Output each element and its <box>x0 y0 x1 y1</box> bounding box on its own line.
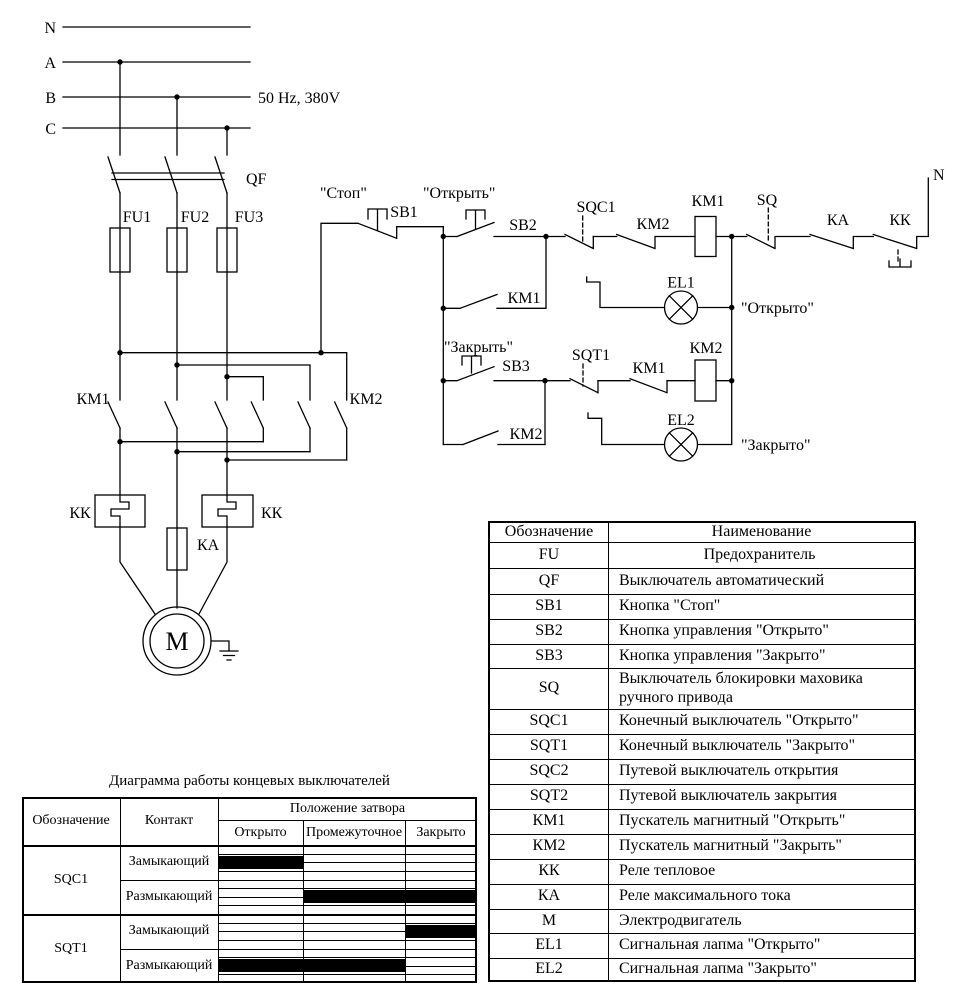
km2-nc-label: КМ2 <box>636 216 670 233</box>
grid-line <box>22 914 477 916</box>
grid-line <box>218 871 475 872</box>
legend-designation-cell: SB3 <box>489 644 609 668</box>
fu3-label: FU3 <box>234 209 264 226</box>
motor-label: М <box>165 627 189 656</box>
control-labels <box>320 167 945 454</box>
kk-left-label: КК <box>69 505 91 522</box>
km1-nc-label: КМ1 <box>632 360 666 377</box>
col-header-position-1: Промежуточное <box>305 825 403 840</box>
supply-lines <box>63 27 250 155</box>
km1-main-label: КМ1 <box>76 391 110 408</box>
reversing-contact-group <box>108 272 347 528</box>
legend-name-cell: Кнопка управления "Закрыто" <box>609 644 916 668</box>
legend-row <box>489 668 915 709</box>
grid-line <box>218 888 475 889</box>
close-label: "Закрыть" <box>444 339 513 356</box>
contact-closed-state-bar <box>405 925 475 938</box>
limit-switch-table <box>22 797 477 983</box>
legend-designation-cell: SQ <box>489 668 609 709</box>
phase-n-label: N <box>44 20 56 37</box>
fu1-label: FU1 <box>122 209 152 226</box>
fu2-label: FU2 <box>180 209 210 226</box>
legend-designation-cell: КА <box>489 884 609 909</box>
legend-name-cell: Кнопка управления "Открыто" <box>609 619 916 644</box>
legend-designation-cell: КМ1 <box>489 809 609 834</box>
contact-closed-state-bar <box>218 856 303 869</box>
thermal-overcurrent-relays <box>95 495 253 614</box>
el2-lamp-branch <box>588 413 732 461</box>
legend-row <box>489 809 915 834</box>
legend-row <box>489 784 915 809</box>
km1-coil <box>695 217 716 257</box>
supply-rating-label: 50 Hz, 380V <box>258 90 341 107</box>
legend-designation-cell: SQC2 <box>489 759 609 784</box>
designation-cell: SQT1 <box>54 941 88 956</box>
legend-row <box>489 709 915 734</box>
contact-type-cell: Размыкающий <box>125 957 213 973</box>
legend-designation-cell: SQC1 <box>489 709 609 734</box>
legend-name-cell: Кнопка "Стоп" <box>609 594 916 619</box>
legend-row <box>489 933 915 958</box>
stop-label: "Стоп" <box>320 185 367 202</box>
legend-designation-cell: SQT1 <box>489 734 609 759</box>
legend-designation-cell: М <box>489 909 609 933</box>
legend-name-cell: Путевой выключатель открытия <box>609 759 916 784</box>
motor <box>143 607 238 675</box>
contact-type-cell: Размыкающий <box>125 888 213 904</box>
feed-junction-dots <box>117 350 323 463</box>
ka-contact-label: КА <box>826 212 850 229</box>
legend-designation-cell: FU <box>489 542 609 568</box>
legend-name-cell: Выключатель блокировки маховика ручного привода <box>609 668 916 709</box>
km2-aux-label: КМ2 <box>509 426 543 443</box>
col-header-position-2: Закрыто <box>416 825 466 840</box>
legend-row <box>489 568 915 594</box>
phase-a-label: A <box>44 55 56 72</box>
km2-main-contacts <box>251 402 346 428</box>
supply-junction-dots <box>117 59 229 130</box>
legend-row <box>489 734 915 759</box>
legend-row <box>489 619 915 644</box>
sqc1-limit-switch <box>546 216 593 249</box>
km2-coil <box>695 360 716 401</box>
closed-lamp-label: "Закрыто" <box>741 437 811 454</box>
legend-designation-cell: EL2 <box>489 958 609 981</box>
legend-row <box>489 542 915 568</box>
legend-row <box>489 594 915 619</box>
legend-designation-cell: SB1 <box>489 594 609 619</box>
sq-interlock-switch <box>732 208 810 249</box>
col-header-position-0: Открыто <box>234 825 287 840</box>
legend-row <box>489 859 915 884</box>
open-label: "Открыть" <box>423 185 496 202</box>
km2-interlock-contact <box>593 235 695 249</box>
legend-designation-cell: SQT2 <box>489 784 609 809</box>
ground-icon <box>220 651 238 660</box>
legend-designation-cell: КМ2 <box>489 834 609 859</box>
legend-name-cell: Реле максимального тока <box>609 884 916 909</box>
phase-b-label: B <box>45 90 56 107</box>
km2-coil-label: КМ2 <box>689 340 723 357</box>
legend-name-cell: Сигнальная лапма "Открыто" <box>609 933 916 958</box>
km2-main-label: КМ2 <box>349 391 383 408</box>
ka-relay-contact <box>810 235 873 249</box>
qf-label: QF <box>246 171 267 188</box>
kk-contact-label: КК <box>889 212 911 229</box>
grid-line <box>218 905 475 906</box>
legend-name-cell: Реле тепловое <box>609 859 916 884</box>
legend-header-designation: Обозначение <box>489 522 609 542</box>
legend-name-cell: Пускатель магнитный "Закрыть" <box>609 834 916 859</box>
legend-designation-cell: QF <box>489 568 609 594</box>
col-header-position: Положение затвора <box>289 801 406 816</box>
legend-name-cell: Конечный выключатель "Открыто" <box>609 709 916 734</box>
ground-lead <box>211 641 229 651</box>
grid-line <box>218 957 475 958</box>
el1-label: EL1 <box>667 274 695 292</box>
legend-name-cell: Конечный выключатель "Закрыто" <box>609 734 916 759</box>
contact-type-cell: Замыкающий <box>128 923 210 938</box>
designation-cell: SQC1 <box>53 872 89 887</box>
sqc1-label: SQC1 <box>576 199 616 216</box>
sqt1-limit-switch <box>545 364 598 393</box>
contact-closed-state-bar <box>303 890 475 903</box>
contact-type-cell: Замыкающий <box>128 854 210 869</box>
fuses <box>110 228 237 272</box>
legend-header-name: Наименование <box>609 522 916 542</box>
sb3-label: SB3 <box>502 358 530 375</box>
grid-line <box>218 940 475 941</box>
supply-labels <box>44 20 340 138</box>
legend-designation-cell: EL1 <box>489 933 609 958</box>
legend-name-cell: Пускатель магнитный "Открыть" <box>609 809 916 834</box>
sb2-label: SB2 <box>509 217 537 234</box>
col-header-designation: Обозначение <box>32 813 110 828</box>
legend-header-row <box>489 522 915 542</box>
legend-name-cell: Путевой выключатель закрытия <box>609 784 916 809</box>
km1-aux-label: КМ1 <box>507 290 541 307</box>
ka-label: КА <box>197 537 220 554</box>
el1-lamp-branch <box>587 274 732 324</box>
legend-body <box>489 542 915 981</box>
legend-designation-cell: SB2 <box>489 619 609 644</box>
legend-row <box>489 644 915 668</box>
legend-name-cell: Сигнальная лапма "Закрыто" <box>609 958 916 981</box>
phase-c-label: C <box>45 121 56 138</box>
limit-switch-table-title: Диаграмма работы концевых выключателей <box>109 773 390 789</box>
grid-line <box>218 974 475 975</box>
col-header-contact: Контакт <box>144 813 194 828</box>
el2-label: EL2 <box>667 412 695 429</box>
legend-row <box>489 909 915 933</box>
legend-name-cell: Предохранитель <box>609 542 916 568</box>
legend-name-cell: Выключатель автоматический <box>609 568 916 594</box>
legend-designation-cell: КК <box>489 859 609 884</box>
km1-main-contacts <box>108 402 227 428</box>
n-right-label: N <box>933 167 945 184</box>
sq-label: SQ <box>756 192 778 209</box>
legend-name-cell: Электродвигатель <box>609 909 916 933</box>
kk-right-label: КК <box>261 505 283 522</box>
sb1-label: SB1 <box>390 204 418 221</box>
legend-row <box>489 759 915 784</box>
sqt1-label: SQT1 <box>571 347 611 364</box>
legend-row <box>489 834 915 859</box>
contact-closed-state-bar <box>218 959 405 972</box>
legend-row <box>489 884 915 909</box>
legend-table <box>488 521 916 982</box>
legend-row <box>489 958 915 981</box>
km1-interlock-contact <box>598 379 695 393</box>
km1-coil-label: КМ1 <box>691 193 725 210</box>
opened-lamp-label: "Открыто" <box>741 300 814 317</box>
